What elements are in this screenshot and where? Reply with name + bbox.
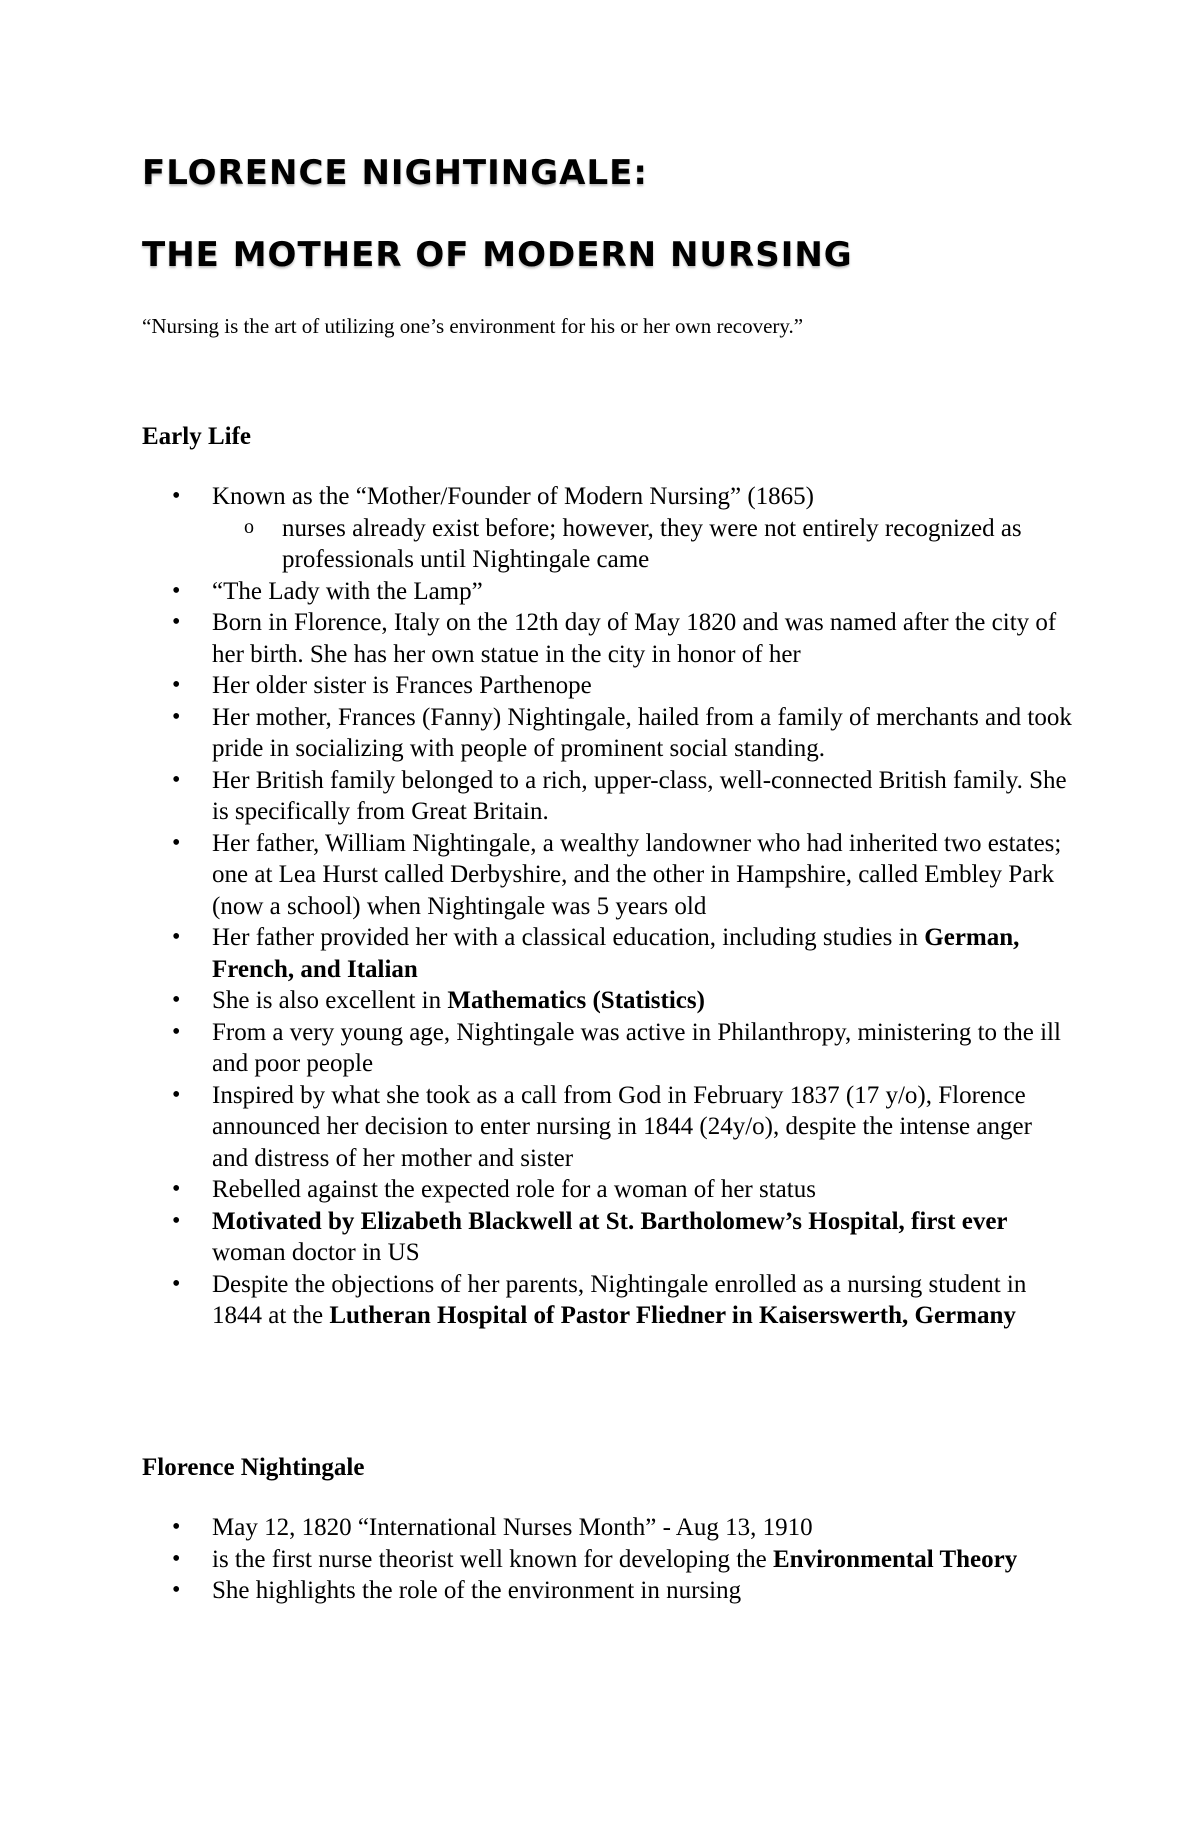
list-item [142, 1575, 1072, 1607]
list-item [142, 481, 1072, 576]
sub-list-item [212, 513, 1072, 576]
list-item-text: Her father, William Nightingale, a wealthy landowner who had inherited two estates; one at Lea Hurst called Derbyshire, and the other in Hampshire, called Embley Park (now a school) when Nightingale was 5 years old [212, 829, 1062, 920]
list-item [142, 828, 1072, 923]
list-item-text: She highlights the role of the environment in nursing [212, 1577, 742, 1604]
list-item-bold-text: Environmental Theory [773, 1545, 1018, 1573]
list-item-text: From a very young age, Nightingale was active in Philanthropy, ministering to the ill and poor people [212, 1018, 1061, 1077]
list-item-bold-text: Motivated by Elizabeth Blackwell at St. Bartholomew’s Hospital, first ever [212, 1207, 1008, 1235]
list-item-text: Known as the “Mother/Founder of Modern Nursing” (1865) [212, 483, 814, 510]
list-item [142, 1544, 1072, 1576]
list-item [142, 607, 1072, 670]
list-item-text: is the first nurse theorist well known for developing the [212, 1545, 773, 1573]
sub-list-item-text: nurses already exist before; however, they were not entirely recognized as professionals until Nightingale came [282, 514, 1022, 573]
florence-nightingale-list [142, 1512, 1072, 1607]
list-item [142, 702, 1072, 765]
list-item [142, 1174, 1072, 1206]
list-item-bold-text: Mathematics (Statistics) [447, 987, 705, 1014]
list-item-text: Her British family belonged to a rich, upper-class, well-connected British family. She is specifically from Great Britain. [212, 766, 1067, 825]
list-item-text: Her older sister is Frances Parthenope [212, 672, 592, 699]
list-item-text: Rebelled against the expected role for a woman of her status [212, 1176, 816, 1203]
title-line-2: THE MOTHER OF MODERN NURSING [142, 235, 853, 275]
list-item [142, 1017, 1072, 1080]
list-item-text: Despite the objections of her parents, Nightingale enrolled as a nursing student in 1844 at the [212, 1270, 1027, 1329]
list-item-text: She is also excellent in [212, 987, 448, 1014]
list-item [142, 765, 1072, 828]
list-item-bold-text: Lutheran Hospital of Pastor Fliedner in Kaiserswerth, Germany [329, 1302, 1016, 1329]
section-heading-early-life: Early Life [142, 423, 252, 450]
section-heading-florence-nightingale: Florence Nightingale [142, 1454, 365, 1481]
list-item-text: Inspired by what she took as a call from God in February 1837 (17 y/o), Florence announced her decision to enter nursing in 1844 (24y/o), despite the intense anger and distress of her mother and sister [212, 1081, 1032, 1172]
list-item [142, 985, 1072, 1017]
list-item [142, 1512, 1072, 1544]
list-item [142, 1206, 1072, 1269]
list-item-text: Her father provided her with a classical education, including studies in [212, 924, 925, 951]
list-item-text: “The Lady with the Lamp” [212, 577, 483, 605]
list-item-bold-text: German, French, and Italian [212, 924, 1020, 983]
early-life-list [142, 481, 1072, 1332]
list-item-text: woman doctor in US [212, 1239, 420, 1266]
list-item [142, 1080, 1072, 1175]
list-item-text: Born in Florence, Italy on the 12th day of May 1820 and was named after the city of her birth. She has her own statue in the city in honor of her [212, 609, 1057, 668]
list-item-text: May 12, 1820 “International Nurses Month” - Aug 13, 1910 [212, 1514, 813, 1541]
sub-list [212, 513, 1072, 576]
list-item [142, 576, 1072, 608]
list-item-text: Her mother, Frances (Fanny) Nightingale, hailed from a family of merchants and took pride in socializing with people of prominent social standing. [212, 703, 1072, 762]
list-item [142, 922, 1072, 985]
list-item [142, 670, 1072, 702]
title-line-1: FLORENCE NIGHTINGALE: [142, 153, 648, 193]
list-item [142, 1269, 1072, 1332]
nursing-quote: “Nursing is the art of utilizing one’s environment for his or her own recovery.” [142, 314, 804, 338]
